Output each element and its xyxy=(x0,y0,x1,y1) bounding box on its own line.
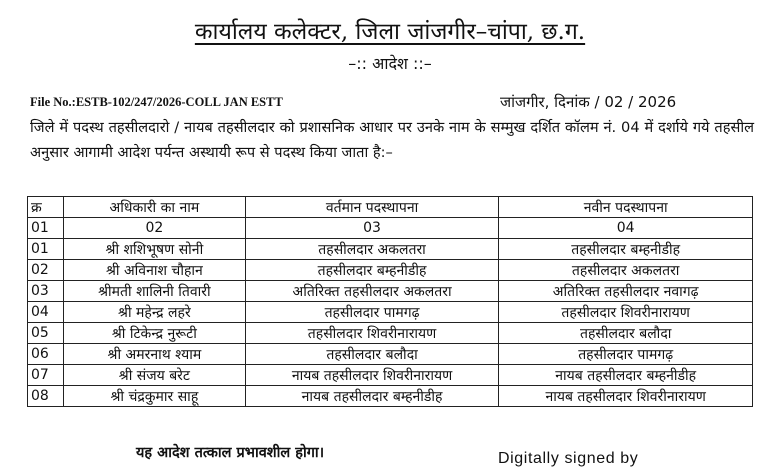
cell-new-posting: नायब तहसीलदार शिवरीनारायण xyxy=(499,386,753,407)
table-row xyxy=(28,365,753,386)
cell-serial: 03 xyxy=(28,281,64,302)
cell-serial: 07 xyxy=(28,365,64,386)
cell-new-posting: अतिरिक्त तहसीलदार नवागढ़ xyxy=(499,281,753,302)
cell-serial: 05 xyxy=(28,323,64,344)
cell-new-posting: तहसीलदार बलौदा xyxy=(499,323,753,344)
order-heading: –:: आदेश ::– xyxy=(348,54,432,73)
cell-current-posting: अतिरिक्त तहसीलदार अकलतरा xyxy=(245,281,499,302)
posting-table xyxy=(27,196,753,407)
cell-officer-name: श्री अविनाश चौहान xyxy=(64,260,246,281)
table-row xyxy=(28,386,753,407)
cell-new-posting: तहसीलदार शिवरीनारायण xyxy=(499,302,753,323)
cell-current-posting: तहसीलदार पामगढ़ xyxy=(245,302,499,323)
cell-new-posting: तहसीलदार अकलतरा xyxy=(499,260,753,281)
cell-serial: 02 xyxy=(28,260,64,281)
cell-current-posting: नायब तहसीलदार बम्हनीडीह xyxy=(245,386,499,407)
office-title: कार्यालय कलेक्टर, जिला जांजगीर–चांपा, छ.ग. xyxy=(194,19,586,45)
digital-signature-text: Digitally signed by xyxy=(498,450,639,467)
column-number: 04 xyxy=(499,218,753,239)
cell-serial: 06 xyxy=(28,344,64,365)
cell-officer-name: श्री महेन्द्र लहरे xyxy=(64,302,246,323)
cell-serial: 01 xyxy=(28,239,64,260)
header-new-posting: नवीन पदस्थापना xyxy=(499,197,753,218)
cell-new-posting: तहसीलदार बम्हनीडीह xyxy=(499,239,753,260)
order-paragraph: जिले में पदस्थ तहसीलदारो / नायब तहसीलदार को प्रशासनिक आधार पर उनके नाम के सम्मुख दर्शित कॉलम नं. 04 में दर्शाये गये तहसील अनुसार आगामी आदेश पर्यन्त अस्थायी रूप से पदस्थ किया जाता है:– xyxy=(30,119,754,161)
cell-current-posting: तहसीलदार अकलतरा xyxy=(245,239,499,260)
table-row xyxy=(28,260,753,281)
column-number: 03 xyxy=(245,218,499,239)
cell-officer-name: श्रीमती शालिनी तिवारी xyxy=(64,281,246,302)
cell-current-posting: तहसीलदार बम्हनीडीह xyxy=(245,260,499,281)
cell-current-posting: तहसीलदार शिवरीनारायण xyxy=(245,323,499,344)
column-number-row xyxy=(28,218,753,239)
effective-note: यह आदेश तत्काल प्रभावशील होगा। xyxy=(136,445,325,461)
cell-new-posting: तहसीलदार पामगढ़ xyxy=(499,344,753,365)
file-number: File No.:ESTB-102/247/2026-COLL JAN ESTT xyxy=(30,95,283,109)
cell-serial: 04 xyxy=(28,302,64,323)
table-row xyxy=(28,281,753,302)
cell-officer-name: श्री शशिभूषण सोनी xyxy=(64,239,246,260)
cell-officer-name: श्री संजय बरेट xyxy=(64,365,246,386)
table-row xyxy=(28,302,753,323)
cell-officer-name: श्री टिकेन्द्र नुरूटी xyxy=(64,323,246,344)
header-officer-name: अधिकारी का नाम xyxy=(64,197,246,218)
cell-current-posting: नायब तहसीलदार शिवरीनारायण xyxy=(245,365,499,386)
column-number: 01 xyxy=(28,218,64,239)
cell-serial: 08 xyxy=(28,386,64,407)
cell-officer-name: श्री चंद्रकुमार साहू xyxy=(64,386,246,407)
cell-officer-name: श्री अमरनाथ श्याम xyxy=(64,344,246,365)
table-row xyxy=(28,344,753,365)
table-row xyxy=(28,323,753,344)
posting-table-body xyxy=(28,197,753,407)
cell-current-posting: तहसीलदार बलौदा xyxy=(245,344,499,365)
cell-new-posting: नायब तहसीलदार बम्हनीडीह xyxy=(499,365,753,386)
table-row xyxy=(28,239,753,260)
header-current-posting: वर्तमान पदस्थापना xyxy=(245,197,499,218)
table-header-row xyxy=(28,197,753,218)
header-serial: क्र xyxy=(28,197,64,218)
place-date: जांजगीर, दिनांक / 02 / 2026 xyxy=(500,93,677,111)
column-number: 02 xyxy=(64,218,246,239)
